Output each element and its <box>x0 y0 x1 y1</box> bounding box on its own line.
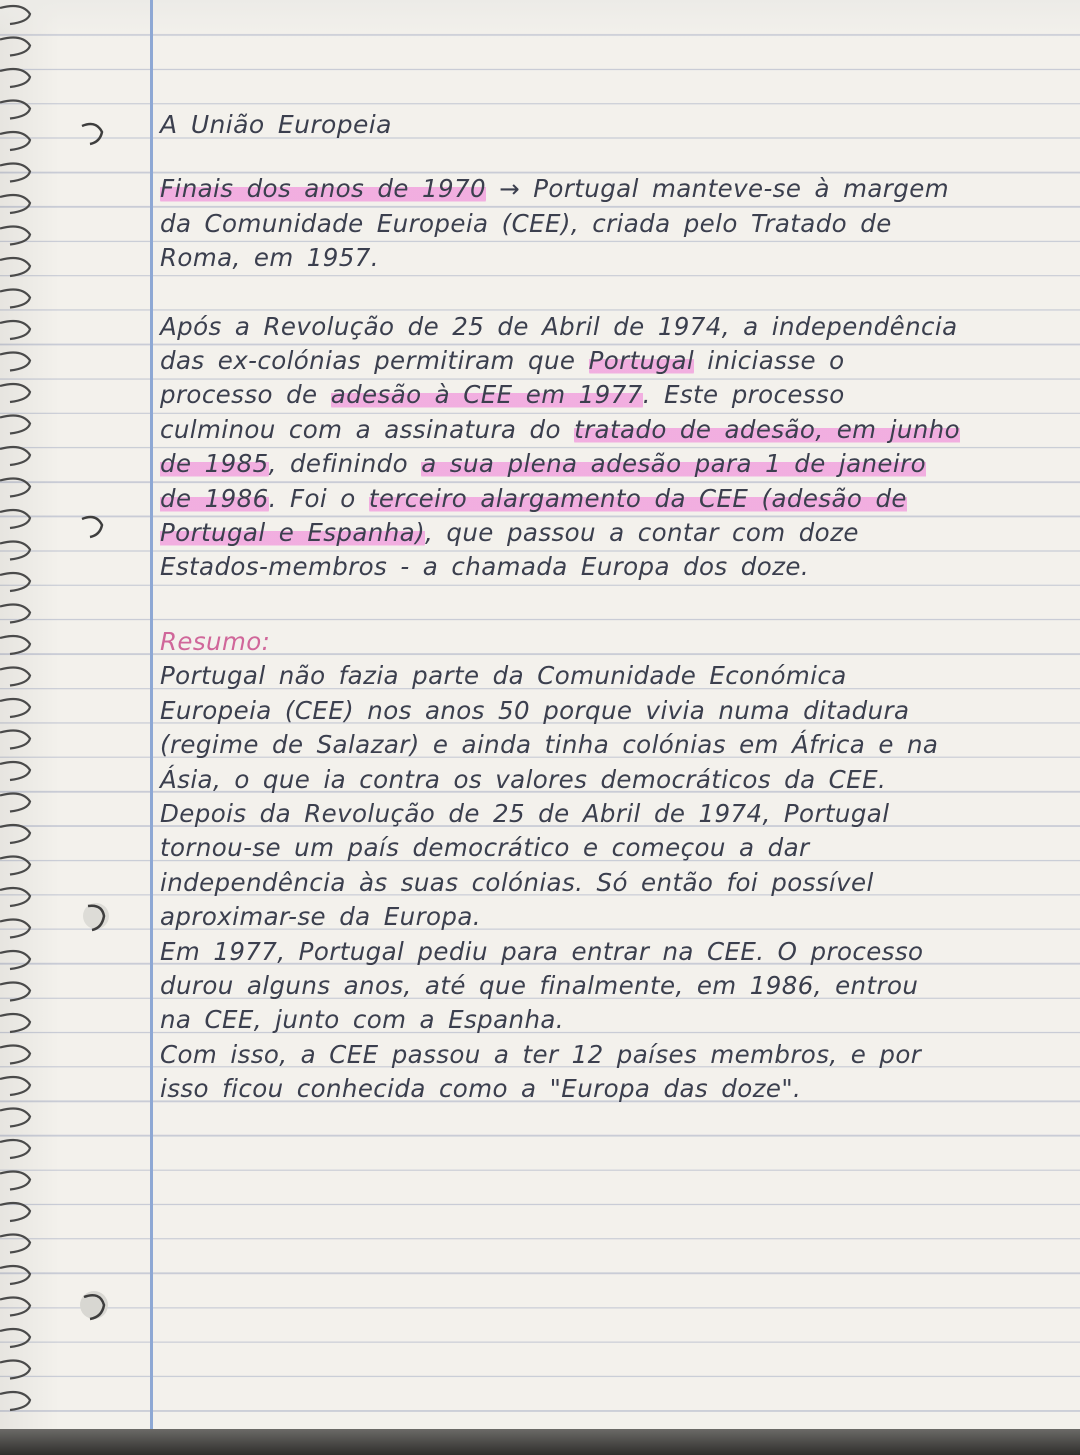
paragraph-text: . Foi o <box>268 483 369 513</box>
paragraph-text: Após a Revolução de 25 de Abril de 1974, a independência das ex-colónias permitiram que <box>160 311 958 376</box>
spiral-coil <box>0 1109 30 1127</box>
spiral-coil <box>0 1361 30 1379</box>
spiral-coil <box>0 983 30 1001</box>
spiral-coil <box>0 1329 30 1347</box>
spiral-coil <box>0 1077 30 1095</box>
summary-paragraph: Com isso, a CEE passou a ter 12 países membros, e por isso ficou conhecida como a "Europa das doze". <box>160 1039 922 1104</box>
spiral-coil <box>0 101 30 119</box>
spiral-coil <box>0 542 30 560</box>
handwritten-notes <box>160 108 960 1107</box>
spiral-coil <box>0 6 30 24</box>
spiral-coil <box>0 195 30 213</box>
paragraph-text: , definindo <box>268 449 422 479</box>
spiral-coil <box>0 38 30 56</box>
highlighted-text: terceiro alargamento da CEE (adesão de Portugal e Espanha) <box>160 483 907 548</box>
spiral-coil <box>0 1203 30 1221</box>
spiral-coil <box>0 1046 30 1064</box>
paragraph-text: . Este processo culminou com a assinatura do <box>160 380 845 444</box>
margin-line <box>150 0 153 1455</box>
paragraph-text: iniciasse o processo de <box>160 346 845 410</box>
highlighted-text: tratado de adesão, em junho de 1985 <box>160 414 961 479</box>
spiral-coil <box>0 920 30 938</box>
spiral-coil <box>0 353 30 371</box>
spiral-coil <box>0 1172 30 1190</box>
highlighted-text: Portugal <box>588 346 695 376</box>
spiral-coil <box>0 384 30 402</box>
spiral-coil <box>0 731 30 749</box>
spiral-coil <box>0 951 30 969</box>
spiral-coil <box>0 321 30 339</box>
paragraph-text: , que passou a contar com doze Estados-membros - a chamada Europa dos doze. <box>160 518 859 582</box>
spiral-coil <box>0 636 30 654</box>
spiral-coil <box>0 668 30 686</box>
summary-paragraph: Portugal não fazia parte da Comunidade Económica Europeia (CEE) nos anos 50 porque vivia numa ditadura (regime de Salazar) e ainda tinha colónias em África e na Ásia, o que ia contra os valores democráticos da CEE. <box>160 661 939 794</box>
page-top-shading <box>0 0 1080 40</box>
punch-hole-icon <box>74 112 114 152</box>
page-bottom-shadow <box>0 1429 1080 1455</box>
spiral-coil <box>0 573 30 591</box>
spiral-coil <box>0 1140 30 1158</box>
spiral-coil <box>0 857 30 875</box>
highlighted-text: a sua plena adesão para 1 de janeiro de 1986 <box>160 449 926 513</box>
spiral-coil <box>0 1266 30 1284</box>
paragraph-text: → Portugal manteve-se à margem da Comunidade Europeia (CEE), criada pelo Tratado de Roma, em 1957. <box>160 174 949 273</box>
spiral-coil <box>0 1298 30 1316</box>
spiral-coil <box>0 1235 30 1253</box>
spiral-coil <box>0 888 30 906</box>
paragraph-1 <box>160 172 960 275</box>
summary-heading: Resumo: <box>160 626 271 656</box>
punch-hole-icon <box>74 505 114 545</box>
spiral-coil <box>0 762 30 780</box>
spiral-coil <box>0 825 30 843</box>
spiral-binding <box>0 0 46 1430</box>
spiral-coil <box>0 416 30 434</box>
highlighted-text: Finais dos anos de 1970 <box>160 174 486 204</box>
spiral-coil <box>0 510 30 528</box>
spiral-coil <box>0 258 30 276</box>
spiral-coil <box>0 794 30 812</box>
spiral-coil <box>0 227 30 245</box>
spiral-coil <box>0 699 30 717</box>
spiral-coil <box>0 479 30 497</box>
spiral-coil <box>0 1014 30 1032</box>
paragraph-2 <box>160 310 960 585</box>
spiral-coil <box>0 132 30 150</box>
spiral-coil <box>0 605 30 623</box>
summary-paragraph: Depois da Revolução de 25 de Abril de 1974, Portugal tornou-se um país democrático e começou a dar independência às suas colónias. Só então foi possível aproximar-se da Europa. <box>160 798 890 932</box>
page-title: A União Europeia <box>160 110 392 139</box>
summary-paragraph: Em 1977, Portugal pediu para entrar na CEE. O processo durou alguns anos, até que finalmente, em 1986, entrou na CEE, junto com a Espanha. <box>160 936 924 1035</box>
punch-hole-icon <box>74 1285 114 1325</box>
spiral-coil <box>0 447 30 465</box>
spiral-coil <box>0 290 30 308</box>
punch-hole-icon <box>74 896 114 936</box>
spiral-coil <box>0 69 30 87</box>
spiral-coil <box>0 1392 30 1410</box>
highlighted-text: adesão à CEE em 1977 <box>330 380 643 410</box>
spiral-coil <box>0 164 30 182</box>
